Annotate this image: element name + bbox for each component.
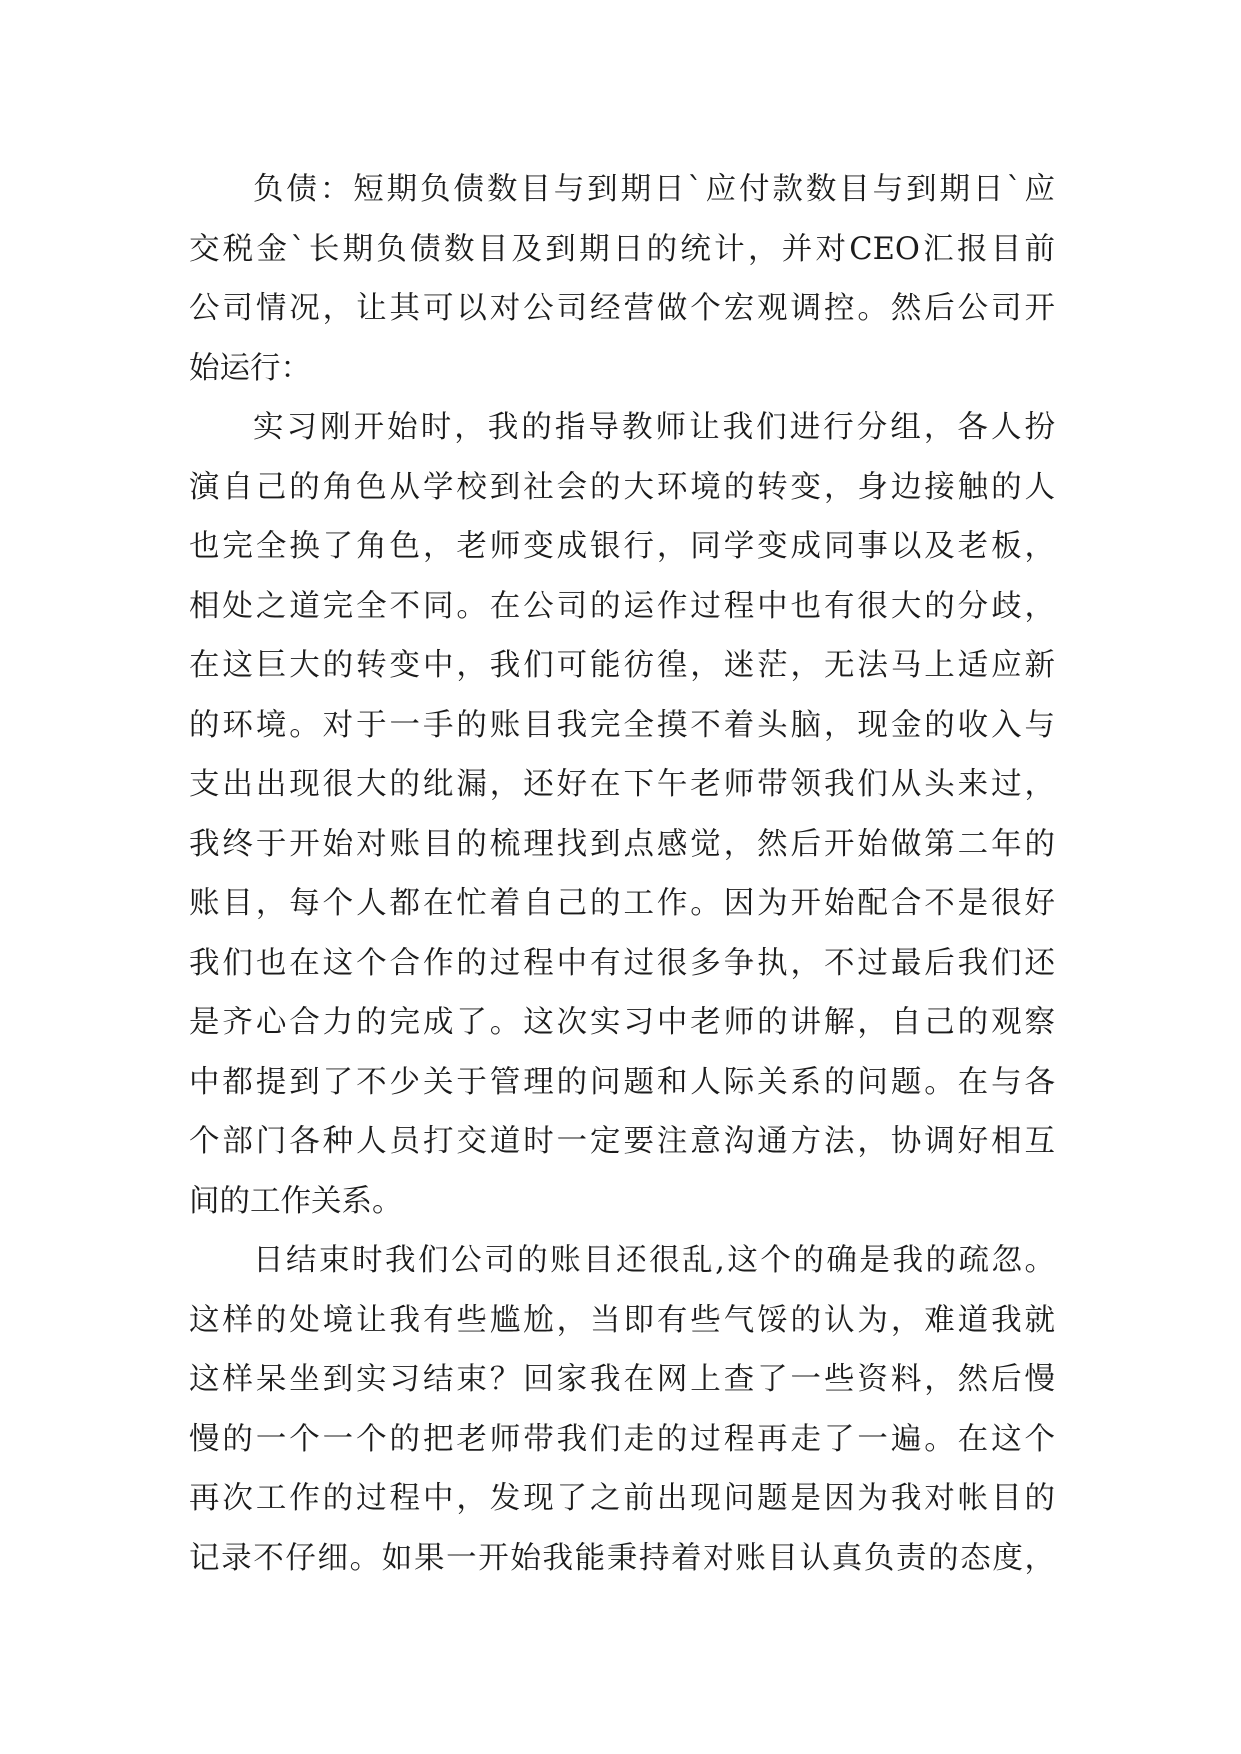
text-line: 我终于开始对账目的梳理找到点感觉，然后开始做第二年的 (189, 826, 1055, 862)
text-line: 日结束时我们公司的账目还很乱,这个的确是我的疏忽。 (253, 1243, 1055, 1278)
text-line: 间的工作关系。 (189, 1183, 403, 1219)
text-line: 再次工作的过程中，发现了之前出现问题是因为我对帐目的 (189, 1481, 1055, 1516)
text-line: 演自己的角色从学校到社会的大环境的转变，身边接触的人 (189, 469, 1055, 505)
text-line: 记录不仔细。如果一开始我能秉持着对账目认真负责的态度， (189, 1540, 1055, 1576)
text-line: 实习刚开始时，我的指导教师让我们进行分组，各人扮 (253, 410, 1055, 445)
text-line: 中都提到了不少关于管理的问题和人际关系的问题。在与各 (189, 1064, 1055, 1100)
text-line: 个部门各种人员打交道时一定要注意沟通方法，协调好相互 (189, 1124, 1055, 1159)
text-line: 交税金`长期负债数目及到期日的统计，并对CEO汇报目前 (189, 231, 1055, 267)
paragraph-1 (189, 160, 1055, 398)
text-line: 这样的处境让我有些尴尬，当即有些气馁的认为，难道我就 (189, 1302, 1055, 1338)
paragraph-2 (189, 398, 1055, 1231)
text-line: 我们也在这个合作的过程中有过很多争执，不过最后我们还 (189, 945, 1055, 981)
text-line: 在这巨大的转变中，我们可能彷徨，迷茫，无法马上适应新 (189, 648, 1055, 683)
text-line: 也完全换了角色，老师变成银行，同学变成同事以及老板， (189, 529, 1055, 564)
text-line: 支出出现很大的纰漏，还好在下午老师带领我们从头来过， (189, 767, 1055, 802)
text-line: 这样呆坐到实习结束？回家我在网上查了一些资料，然后慢 (189, 1362, 1055, 1397)
text-line: 相处之道完全不同。在公司的运作过程中也有很大的分歧， (189, 588, 1055, 624)
text-line: 始运行： (189, 350, 311, 386)
text-line: 慢的一个一个的把老师带我们走的过程再走了一遍。在这个 (189, 1421, 1055, 1457)
text-line: 的环境。对于一手的账目我完全摸不着头脑，现金的收入与 (189, 707, 1055, 743)
text-line: 账目，每个人都在忙着自己的工作。因为开始配合不是很好 (189, 886, 1055, 921)
paragraph-3 (189, 1231, 1055, 1588)
text-line: 是齐心合力的完成了。这次实习中老师的讲解，自己的观察 (189, 1005, 1055, 1040)
document-body (189, 160, 1055, 1588)
text-line: 负债：短期负债数目与到期日`应付款数目与到期日`应 (253, 172, 1055, 207)
text-line: 公司情况，让其可以对公司经营做个宏观调控。然后公司开 (189, 291, 1055, 326)
